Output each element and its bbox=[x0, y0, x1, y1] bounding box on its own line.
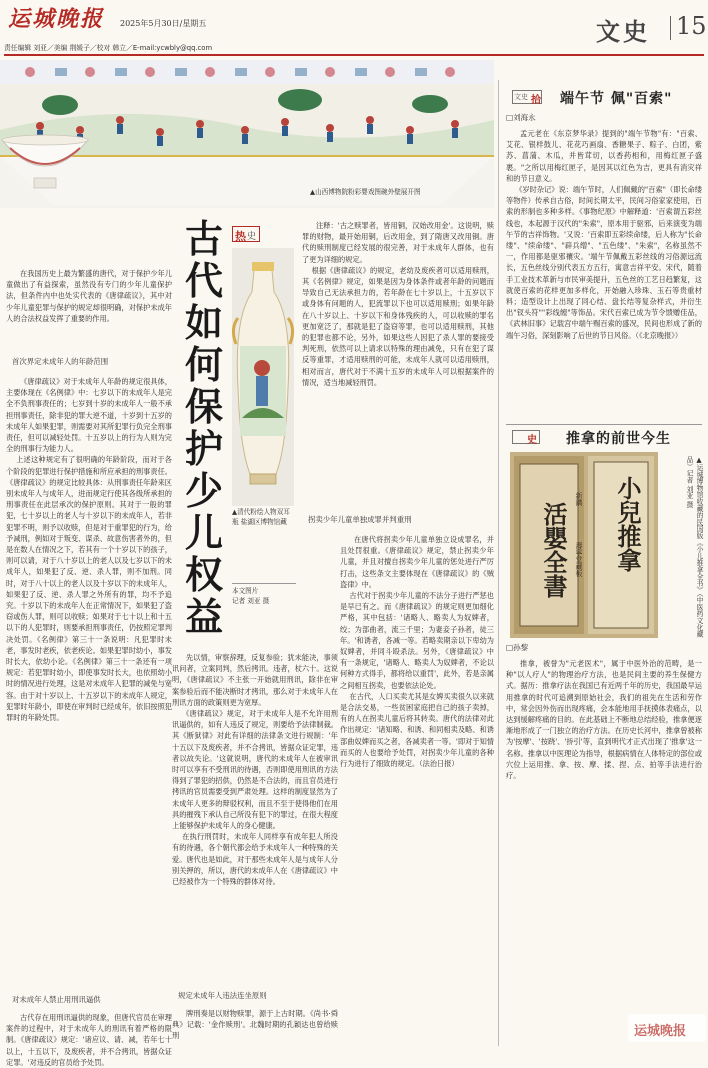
article-lede: 在我国历史上最为繁盛的唐代，对于保护少年儿童做出了有益探索，虽然没有专门的少年儿童保护法，但条件内中也处实代表的《唐律疏议》，其中对少年儿童犯罪与保护的规定却很明确，对保护未成年人的合法权益发挥了重要的作用。 bbox=[6, 269, 172, 323]
headline bbox=[178, 218, 230, 650]
section-name: 文史 bbox=[596, 17, 650, 46]
subhead-trafficking: 拐卖少年儿童单独成罪并判重刑 bbox=[308, 515, 412, 524]
right-divider bbox=[506, 424, 702, 425]
credits-line: 责任编辑 刘亚／美编 荆媛子／校对 韩立／E-mail:ycwbly@qq.com bbox=[4, 44, 213, 52]
right-bottom-tag bbox=[512, 430, 540, 444]
masthead-logo: 运城晚报 bbox=[8, 7, 105, 32]
right-top-title: 端午节 佩"百索" bbox=[560, 91, 673, 107]
right-top-tag bbox=[512, 90, 542, 104]
book-cover-side-1: 新鐫 bbox=[575, 492, 583, 506]
subhead-no-torture: 对未成年人禁止用刑讯逼供 bbox=[12, 995, 101, 1004]
right-top-tag-label: 文史 bbox=[514, 93, 528, 101]
section-tag bbox=[232, 226, 260, 242]
article-body-3: 先以情，审察辞理，反复参验；犹未能决，事须讯问者，立案同判，然后拷讯。违者，杖六十。这说明，《唐律疏议》不主张一开始就用刑讯，除非在审案参验后而不能决断时才拷讯，那么对于未成年人在刑讯方面的政策则更为宽厚。 《唐律疏议》规定，对于未成年人是不允许用刑讯逼供的，如有人违反了规定，则要给予法律制裁。其《断狱律》对此有详细的法律条文进行规制：'年十五以下及废疾者，并不合拷讯，皆据众证定罪，违者以故失论。'这就说明，唐代的未成年人在被审讯时可以享有不受刑讯的待遇，否则即使用刑讯的方法得到了罪犯的招供，仍然是不合法的，而且官员进行拷讯的官员需要受到严肃处理。这样的制度显然为了未成年人更多的辩驳权利，而且不至于使得他们在用具的摧残下承认自己所没有犯下的罪过，在很大程度上能够保护未成年人的身心健康。 在执行刑罚时，未成年人同样享有成年犯人所没有的待遇，各个朝代都会给予未成年人一种特殊的关爱。唐代也是如此，对于那些未成年人是与成年人分别关押的，所以，唐代的未成年人在《唐律疏议》中已经被作为一个特殊的群体对待。 bbox=[172, 653, 338, 887]
photo-credit-line2: 记者 刘亚 摄 bbox=[232, 597, 270, 605]
book-cover-title-left: 活嬰全書 bbox=[539, 502, 568, 598]
headline-char: 保 bbox=[184, 384, 223, 429]
masthead-date: 2025年5月30日/星期五 bbox=[120, 19, 207, 28]
masthead-rule bbox=[4, 54, 704, 56]
bowl-photo-caption: ▲山西博物院粉彩婴戏图碗外壁展开图 bbox=[310, 188, 421, 196]
subhead-redemption: 规定未成年人违法连坐原则 bbox=[178, 991, 267, 1000]
headline-char: 少 bbox=[184, 468, 223, 513]
vase-photo bbox=[232, 248, 294, 506]
headline-char: 儿 bbox=[184, 510, 223, 555]
right-top-author: □刘海永 bbox=[506, 113, 536, 122]
right-bottom-body: 推拿，被誉为"元老医术"，属于中医外治的范畴，是一种"以人疗人"的物理治疗方法，也是民间主要的养生保健方式。据历：推拿疗法在我国已有近两千年的历史，我国最早运用推拿的时代可追溯到原始社会，我们的祖先在生活和劳作中，常会因外伤而出现疼痛，会本能地用手抚摸体表痛点，以达到缓解疼痛的目的。在此基础上不断地总结经验，推拿便逐渐地形成了一门独立的治疗方法。在历史长河中，推拿曾被称为'按摩'、'按跷'、'挢引'等，直到明代才正式出现了'推拿'这一名称。推拿以中医理论为指导，根据病情在人体特定的部位或穴位上运用推、拿、按、摩、揉、捏、点、拍等手法进行治疗。 bbox=[506, 659, 702, 781]
right-top-tag-sub: 拾 bbox=[531, 95, 541, 106]
article-body-6: 在唐代将拐卖少年儿童单独立设成罪名，并且处罚很重。《唐律疏议》规定，禁止拐卖少年儿童，并且对擅自拐卖少年儿童的惩处进行严厉打击，这些条文主要体现在《唐律疏议》的《贼盗律》中。 古代对于拐卖少年儿童的不法分子进行严惩也是早已有之。而《唐律疏议》的规定则更加细化严格，其中包括：'诸略人、略卖人为奴婢者，绞；为部曲者，流三千里；为妻妾子孙者，徒三年。'和诱者，各减一等。若略卖期亲以下卑幼为奴婢者，并同斗殴杀法。另外，《唐律疏议》中有一条规定，'诸略人、略卖人为奴婢者，不论以何种方式得手，都将给以重罚'，此外，若是亲属之间相互拐卖，也要依法论处。 在古代，人口买卖尤其是女婢买卖很久以来就是合法交易，一些贫困家庭把自己的孩子卖掉，有的人在拐卖儿童后将其转卖。唐代的法律对此作出规定：'诸知略、和诱、和同相卖及略、和诱部曲奴婢而买之者，各减卖者一等。'即对于知情而买的人也要给予处罚，对拐卖少年儿童的各种行为进行了细致的规定。（法治日报） bbox=[340, 535, 494, 769]
book-cover-title-right: 小兒推拿 bbox=[613, 476, 642, 572]
book-cover-side-2: 壽寧堂藏板 bbox=[575, 542, 583, 577]
section-tag-label: 热 bbox=[235, 230, 246, 243]
article-body-2: 古代存在用刑讯逼供的现象，但唐代官员在审理案件的过程中，对于未成年人的刑讯有着严格的限制。《唐律疏议》规定：'诸应议、请、减，若年七十以上，十五以下，及废疾者，并不合拷讯，皆据众证定罪。'对违反的官员给予处罚。 bbox=[6, 1013, 172, 1067]
headline-char: 代 bbox=[184, 258, 223, 303]
right-bottom-title: 推拿的前世今生 bbox=[566, 431, 671, 447]
headline-char: 护 bbox=[184, 426, 223, 471]
right-bottom-tag-label: 史 bbox=[527, 435, 537, 446]
headline-char: 益 bbox=[184, 594, 223, 639]
headline-char: 何 bbox=[184, 342, 223, 387]
article-body-1: 《唐律疏议》对于未成年人年龄的规定很具体，主要体现在《名例律》中：七岁以下的未成年人是完全不负刑事责任的；七岁到十岁的未成年人一般不承担刑事责任，除非犯的罪大逆不道，十岁到十五岁的未成年人如果犯罪，则需要对其所犯罪行负完全刑事责任，但可以减轻处罚。十五岁以上的行为人则为完全的刑事行为能力人。 上述这种规定有了很明确的年龄阶段，而对于各个阶段的犯罪进行保护措施和所应承担的刑事责任。《唐律疏议》的规定比较具体：从刑事责任年龄来区别未成年人与成年人，进而规定行使其各级所承担的刑事责任在此层承次的保护原则。其对于一般的罪犯，七十岁以上的老人与十岁以下的未成年人，若非犯罪不明，则予以收赎，但是对于重罪犯的行为，给予减刑，例如对于叛变、谋杀、故意伤害者外的，但是在数人在情况之下，若其有一个十岁以下的孩子，则可以请，对于八十岁以上的老人以及七岁以下的未成年人，如果犯了反、逆、杀人罪，则不加刑。同时，对于八十以上的老人以及十岁以下的未成年人，如果犯了反、逆、杀人罪之外所有的罪，均不予追究。十岁以下的未成年人在正常情况下，如果犯了盗窃或伤人罪，则可以收赎；如果对于七十以上和十五以下的人犯罪时，则要承担刑事责任，仍按照定罪判决处罚。《名例律》第三十一条说明：凡犯罪时未老，事发时老疾，依老疾论。如果犯罪时幼小，事发时长大，依幼小论。《名例律》第三十一条还有一项规定：若犯罪时幼小，即使事发时长大，也依照幼小时的情况进行处理，这是对未成年人犯罪的减免与宽容。由于对十岁以上、十五岁以下的未成年人规定，犯罪时年龄小，即使在审判时已经成年，依旧按照犯罪时的年龄处罚。 bbox=[6, 377, 172, 723]
book-photo-caption: ▲运城博物馆收藏的民国版《小儿推拿全书》（中医药文化藏品）记者 刘亚 摄 bbox=[685, 456, 703, 638]
watermark-logo bbox=[628, 1014, 706, 1042]
right-bottom-author: □孙黎 bbox=[506, 643, 529, 652]
headline-char: 如 bbox=[184, 300, 223, 345]
page-divider bbox=[670, 16, 671, 40]
page-number: 15 bbox=[676, 12, 707, 40]
watermark-text: 运城晚报 bbox=[634, 1024, 687, 1039]
vase-illustration bbox=[232, 248, 294, 506]
book-photo bbox=[510, 452, 658, 638]
masthead bbox=[0, 0, 708, 60]
section-tag-sub: 史 bbox=[247, 232, 257, 242]
right-top-body: 孟元老在《东京梦华录》提到的"端午节物"有："百索、艾花、银样鼓儿、花花巧画扇、香糖果子、粽子、白团，紫苏、菖蒲、木瓜，并皆茸切，以香药相和，用梅红匣子盛裹。"之所以用梅红匣子，是因其以红色为吉，更具有消灾祥和的节日意义。 《岁时杂记》说：端午节时，人们佩戴的"百索"（即长命缕等物件）传承自古俗，时间长期太平，民间习俗家家使用，百索的形制也多种多样。《事物纪原》中解释道：'百索谓五彩丝线也，本起源于汉代的"朱索"，原本用于驱邪，后来演变为端午节的吉祥饰物。'又说：'百索即五彩续命缕，后人称为"长命缕"、"续命缕"、"辟兵缯"、"五色缕"、"朱索"，名称虽然不一，作用都是驱邪禳灾。'端午节佩戴五彩丝线的习俗源远流长，五色丝线分别代表五方五行，寓意吉祥平安。宋代，随着手工业技术革新与市民审美提升，五色丝的工艺日趋繁复，这就使百索的花样更加多样化，开始融入珍珠、玉石等贵重材料；造型设计上出现了同心结、盘长结等复杂样式，并衍生出"钗头符""彩线缠"等饰品。宋代百索已成为节令馈赠佳品，《武林旧事》记载宫中端午赐百索的盛况，民间也形成了新的端午习俗，深刻影响了后世的节日风俗。（《北京晚报》） bbox=[506, 129, 702, 340]
column-divider bbox=[498, 80, 499, 1046]
subhead-age-range: 首次界定未成年人的年龄范围 bbox=[12, 357, 109, 366]
vase-caption: ▲清代粉绘人物双耳瓶 盐湖区博物馆藏 bbox=[232, 508, 290, 526]
photo-credit-line1: 本文图片 bbox=[232, 587, 259, 595]
headline-char: 权 bbox=[184, 552, 223, 597]
photo-credit bbox=[232, 583, 296, 606]
article-body-4: 牌刑奏是以财物赎罪，源于上古时期。《尚书·舜典》记载：'金作赎刑'。北魏时期的孔颖达也曾给赎刑 bbox=[172, 1009, 338, 1041]
headline-char: 古 bbox=[184, 216, 223, 261]
article-body-5: 注释：'古之赎罪者，皆用铜，汉始改用金'。这说明，赎罪的财物，最开始用铜，后改用金，到了隋唐又改用铜。唐代的赎刑制度已经发展的很完善，对于未成年人群体，也有了更为详细的规定。 根据《唐律疏议》的规定，老幼及废疾者可以适用赎刑，其《名例律》规定，如果是因为身体条件或者年龄的问题而导致自己无法承担力的，若年龄在七十岁以上，十五岁以下或身体有问题的人，犯流罪以下也可以适用赎刑；如果年龄在八十岁以上、十岁以下和身体残疾的人，可以收赎的罪名更加宽泛了，那就是犯了盗窃等罪，也可以适用赎刑，其他的犯罪也都不论，另外，如果这些人因犯了杀人罪的要接受判死刑，依然可以上请求以特殊的理由减免，只有在犯了谋反等重罪，才适用赎刑的可能，未成年人就可以适用赎刑，相对而言，唐代对于不满十五岁的未成年人可以根据案件的情况，适当地减轻刑罚。 bbox=[302, 221, 494, 387]
